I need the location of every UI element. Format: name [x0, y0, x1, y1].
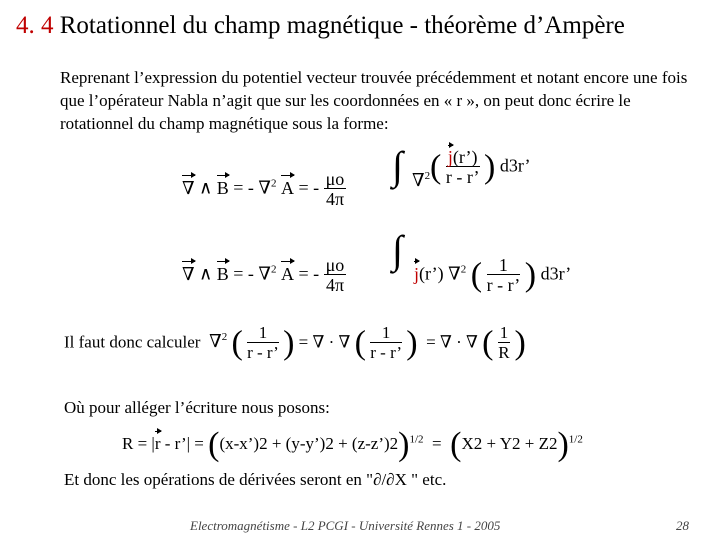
integral-sign: ∫ [392, 143, 403, 188]
page-number: 28 [676, 518, 689, 533]
nabla-symbol: ∇ [182, 177, 195, 198]
title-text: Rotationnel du champ magnétique - théorème d’Ampère [53, 12, 625, 39]
j-vector: j [447, 147, 453, 167]
posons-text: Où pour alléger l’écriture nous posons: [64, 398, 330, 417]
eq-part: = - [298, 177, 320, 198]
b-vector: B [216, 177, 229, 198]
eq-part: = - ∇ [233, 177, 271, 198]
section-number: 4. 4 [16, 12, 54, 39]
footer: Electromagnétisme - L2 PCGI - Université Rennes 1 - 2005 [190, 518, 501, 533]
intro-paragraph: Reprenant l’expression du potentiel vecteur trouvée précédemment et notant encore une fois que l’opérateur Nabla n’agit que sur les coordonnées en « r », on peut donc écrire le rotationnel du champ magnétique sous la forme: [60, 68, 688, 133]
slide-title [16, 12, 625, 40]
equation-1: ∇ ∧ B = - ∇$^2$ A = - $\frac{\mu o}{4\pi}$ [182, 169, 345, 209]
integral-sign-2: ∫ [392, 227, 403, 272]
calc-line: Il faut donc calculer ∇$^2$ ( $\frac{1}{r - r’}$ ) = ∇ · ∇ ( $\frac{1}{r - r’}$ ) = ∇ · ∇ ( $\frac{1}{R}$ ) [64, 323, 526, 362]
fraction-j: ( $\frac{j(r’)}{r - r’}$ ) d3r’ [430, 147, 531, 187]
equation-2: ∇ ∧ B = - ∇$^2$ A = - $\frac{\mu o}{4\pi}$ [182, 255, 345, 295]
d3r: d3r’ [499, 155, 531, 176]
a-vector: A [281, 177, 294, 198]
equation-2-rhs: j(r’) ∇$^2$ ( $\frac{1}{r - r’}$ ) d3r’ [414, 255, 572, 295]
final-text: Et donc les opérations de dérivées seront en "∂/∂X " etc. [64, 470, 447, 489]
wedge-symbol: ∧ [199, 177, 213, 198]
r-definition: R = |r - r’| = ((x-x’)2 + (y-y’)2 + (z-z’)2)$^{1/2}$ = $(X2 + Y2 + Z2)^{1/2}$ [122, 426, 583, 463]
laplacian-1: ∇$^2$ [412, 170, 431, 190]
mu-fraction: $\frac{\mu o}{4\pi}$ [325, 169, 345, 209]
